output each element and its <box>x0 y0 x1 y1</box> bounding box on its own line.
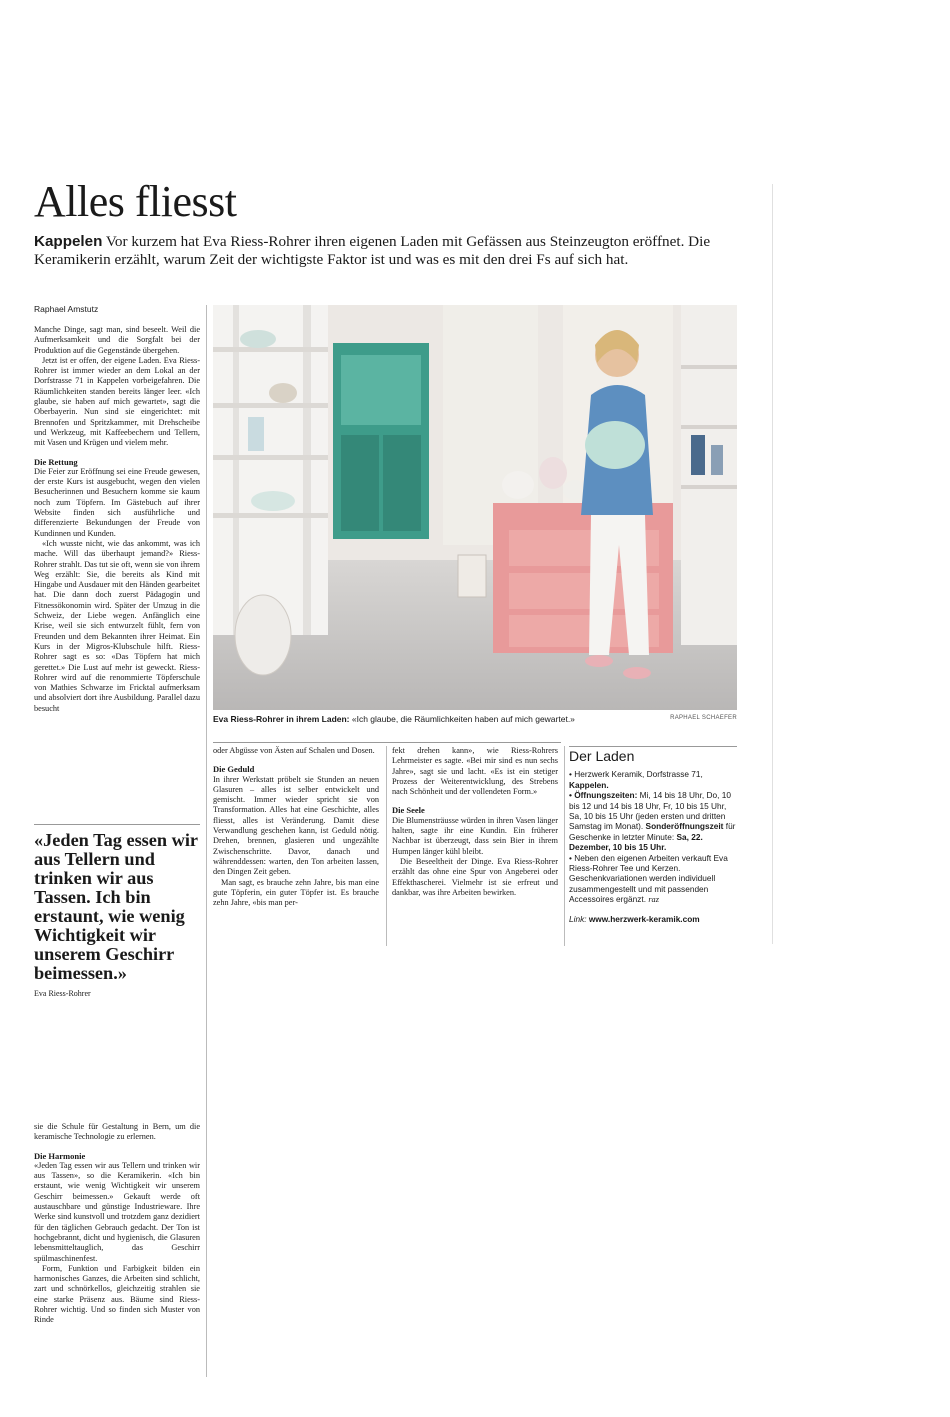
lead <box>34 233 734 269</box>
paragraph: In ihrer Werkstatt pröbelt sie Stunden an neuen Glasuren – alles ist selber entwickelt und gemischt. Immer wieder spricht sie von Transformation. Alles hat eine Geschichte, alles fliesst, alles ist Veränderung. Damit diese Verwandlung geschehen kann, ist Geduld nötig. Drehen, brennen, glasieren und ungezählte Zwischenschritte. Davor, danach und währenddessen: warten, den Ton arbeiten lassen, den Dingen Zeit geben. <box>213 774 379 877</box>
lead-text: Vor kurzem hat Eva Riess-Rohrer ihren eigenen Laden mit Gefässen aus Steinzeugton eröffnet. Die Keramikerin erzählt, warum Zeit der wichtigste Faktor ist und was es mit den drei Fs auf sich hat. <box>34 233 711 268</box>
info-special-text: für Geschenke in letzter Minute: <box>569 821 736 842</box>
paragraph: sie die Schule für Gestaltung in Bern, um die keramische Technologie zu erlernen. <box>34 1122 200 1142</box>
subheading: Die Seele <box>392 805 425 816</box>
info-box-title: Der Laden <box>569 748 635 764</box>
shop-photo <box>213 305 737 710</box>
article-column-3 <box>392 746 558 898</box>
paragraph: Die Beseeltheit der Dinge. Eva Riess-Rohrer erzählt das ohne eine Spur von Angeberei oder Effekthascherei. Vielmehr ist sie erfreut und dankbar, was ihre Arbeiten bewirken. <box>392 856 558 897</box>
paragraph: Manche Dinge, sagt man, sind beseelt. Weil die Aufmerksamkeit und die Sorgfalt bei der Produktion auf die Gegenstände übergehen. <box>34 325 200 355</box>
paragraph: Man sagt, es brauche zehn Jahre, bis man eine gute Töpferin, ein guter Töpfer ist. Es brauche zehn Jahre, «bis man per- <box>213 877 379 908</box>
paragraph: Die Blumensträusse würden in ihren Vasen länger halten, sagte ihr eine Kundin. Ein früherer Nachbar ist überzeugt, dass sein Bier in ihrem Humpen länger kühl bleibt. <box>392 815 558 856</box>
info-hours-label: • Öffnungszeiten: <box>569 790 638 801</box>
info-signature: raz <box>648 895 659 905</box>
paragraph: Form, Funktion und Farbigkeit bilden ein harmonisches Ganzes, die Arbeiten sind schlicht, zart und schnörkellos, gleichzeitig strahlen sie eine starke Präsenz aus. Bäume sind Riess-Rohrer wichtig. Und so finden sich Muster von Rinde <box>34 1263 200 1325</box>
column-divider <box>386 746 387 946</box>
caption-bold: Eva Riess-Rohrer in ihrem Laden: <box>213 714 350 724</box>
info-special-label: Sonderöffnungszeit <box>645 821 724 832</box>
info-products <box>569 853 737 906</box>
paragraph: Die Feier zur Eröffnung sei eine Freude gewesen, der erste Kurs ist ausgebucht, wegen den vielen Besucherinnen und Besuchern komme sie kaum noch zum Töpfern. Im Gästebuch auf ihrer Website finden sich ausführliche und differenzierte Bekundungen der Freude von Kundinnen und Kunden. <box>34 466 200 538</box>
pull-quote <box>34 824 200 998</box>
info-hours <box>569 790 737 852</box>
paragraph: oder Abgüsse von Ästen auf Schalen und Dosen. <box>213 746 375 755</box>
author-byline: Raphael Amstutz <box>34 304 99 314</box>
page-edge-rule <box>772 184 773 944</box>
lead-place: Kappelen <box>34 233 103 250</box>
subheading: Die Harmonie <box>34 1150 86 1161</box>
article-column-2 <box>213 746 379 908</box>
info-link-url[interactable]: www.herzwerk-keramik.com <box>588 913 700 924</box>
paragraph: Jetzt ist er offen, der eigene Laden. Eva Riess-Rohrer ist immer wieder an dem Lokal an der Dorfstrasse 71 in Kappelen vorbeigefahren. Die Räumlichkeiten standen bereits länger leer. «Ich glaube, sie haben auf mich gewartet», sagt die Oberbayerin. Nun sind sie eingerichtet: mit Brennofen und Spritzkammer, mit Drehscheibe und Werkzeug, mit Kaffeebechern und Tellern, mit Vasen und Krügen und vielem mehr. <box>34 355 200 448</box>
photo-caption <box>213 714 737 724</box>
pull-quote-author: Eva Riess-Rohrer <box>34 989 91 998</box>
info-products-text: • Neben den eigenen Arbeiten verkauft Eva Riess-Rohrer Tee und Kerzen. Geschenkvariationen werden individuell zusammengestellt und mit passenden Accessoires ergänzt. <box>569 852 728 905</box>
pull-quote-text: «Jeden Tag essen wir aus Tellern und trinken wir aus Tassen. Ich bin erstaunt, wie wenig Wichtigkeit wir unserem Geschirr beimessen.» <box>34 830 198 983</box>
info-link-label: Link: <box>569 913 587 924</box>
paragraph: «Ich wusste nicht, wie das ankommt, was ich mache. Will das überhaupt jemand?» Riess-Rohrer strahlt. Das tut sie oft, wenn sie von ihrem Weg erzählt: Sie, die bereits als Kind mit Hingabe und Ausdauer mit den Händen gearbeitet hat. Die dann doch zuerst Pädagogin und Fitnessökonomin wird. Später der Umzug in die Schweiz, der Liebe wegen. Anfänglich eine Krise, weil sie sich entwurzelt fühlt, fern von Freunden und dem Bekannten ihrer Heimat. Ein Kurs in der Migros-Klubschule hilft. Riess-Rohrer sagt es so: «Das Töpfern hat mich gerettet.» Die Lust auf mehr ist geweckt. Riess-Rohrer wird auf die renommierte Töpferschule von Mathies Schwarze im Fricktal aufmerksam und absolviert dort ihre Ausbildung. Parallel dazu besucht <box>34 538 200 713</box>
paragraph: «Jeden Tag essen wir aus Tellern und trinken wir aus Tassen», so die Keramikerin. «Ich bin erstaunt, wie wenig Wichtigkeit wir unserem Geschirr beimessen.» Gekauft werde oft austauschbare und günstige Industrieware. Ihre Werke sind kunstvoll und trotzdem ganz dezidiert für den täglichen Gebrauch gedacht. Der Ton ist hochgebrannt, dicht und hygienisch, die Glasuren lebensmitteltauglich, das Geschirr spülmaschinenfest. <box>34 1160 200 1263</box>
column-divider <box>206 305 207 1377</box>
info-hours-text: Mi, 14 bis 18 Uhr, Do, 10 bis 12 und 14 bis 18 Uhr, Fr, 10 bis 15 Uhr, Sa, 10 bis 15 Uhr (jeden ersten und dritten Samstag im Monat). <box>569 790 731 832</box>
article-column-1-continued <box>34 1122 200 1326</box>
column-divider <box>564 746 565 946</box>
headline: Alles fliesst <box>34 177 237 226</box>
subheading: Die Rettung <box>34 456 78 467</box>
paragraph: fekt drehen kann», wie Riess-Rohrers Lehrmeister es sagte. «Bei mir sind es nun sechs Jahre», sagt sie und lacht. «Es ist ein stetiger Prozess der Weiterentwicklung, des Strebens nach Schönheit und der vollendeten Form.» <box>392 746 558 797</box>
caption-rule <box>213 742 561 743</box>
info-link <box>569 914 737 924</box>
photo-credit: RAPHAEL SCHAEFER <box>670 715 737 721</box>
info-address-place: Kappelen. <box>569 779 609 790</box>
info-address-text: • Herzwerk Keramik, Dorfstrasse 71, <box>569 769 703 780</box>
shop-photo-illustration <box>213 305 737 710</box>
article-column-1 <box>34 325 200 714</box>
info-address <box>569 769 737 790</box>
info-special-date: Sa, 22. Dezember, 10 bis 15 Uhr. <box>569 831 703 853</box>
subheading: Die Geduld <box>213 764 255 775</box>
info-box <box>569 746 737 924</box>
caption-text: «Ich glaube, die Räumlichkeiten haben auf mich gewartet.» <box>349 714 575 724</box>
